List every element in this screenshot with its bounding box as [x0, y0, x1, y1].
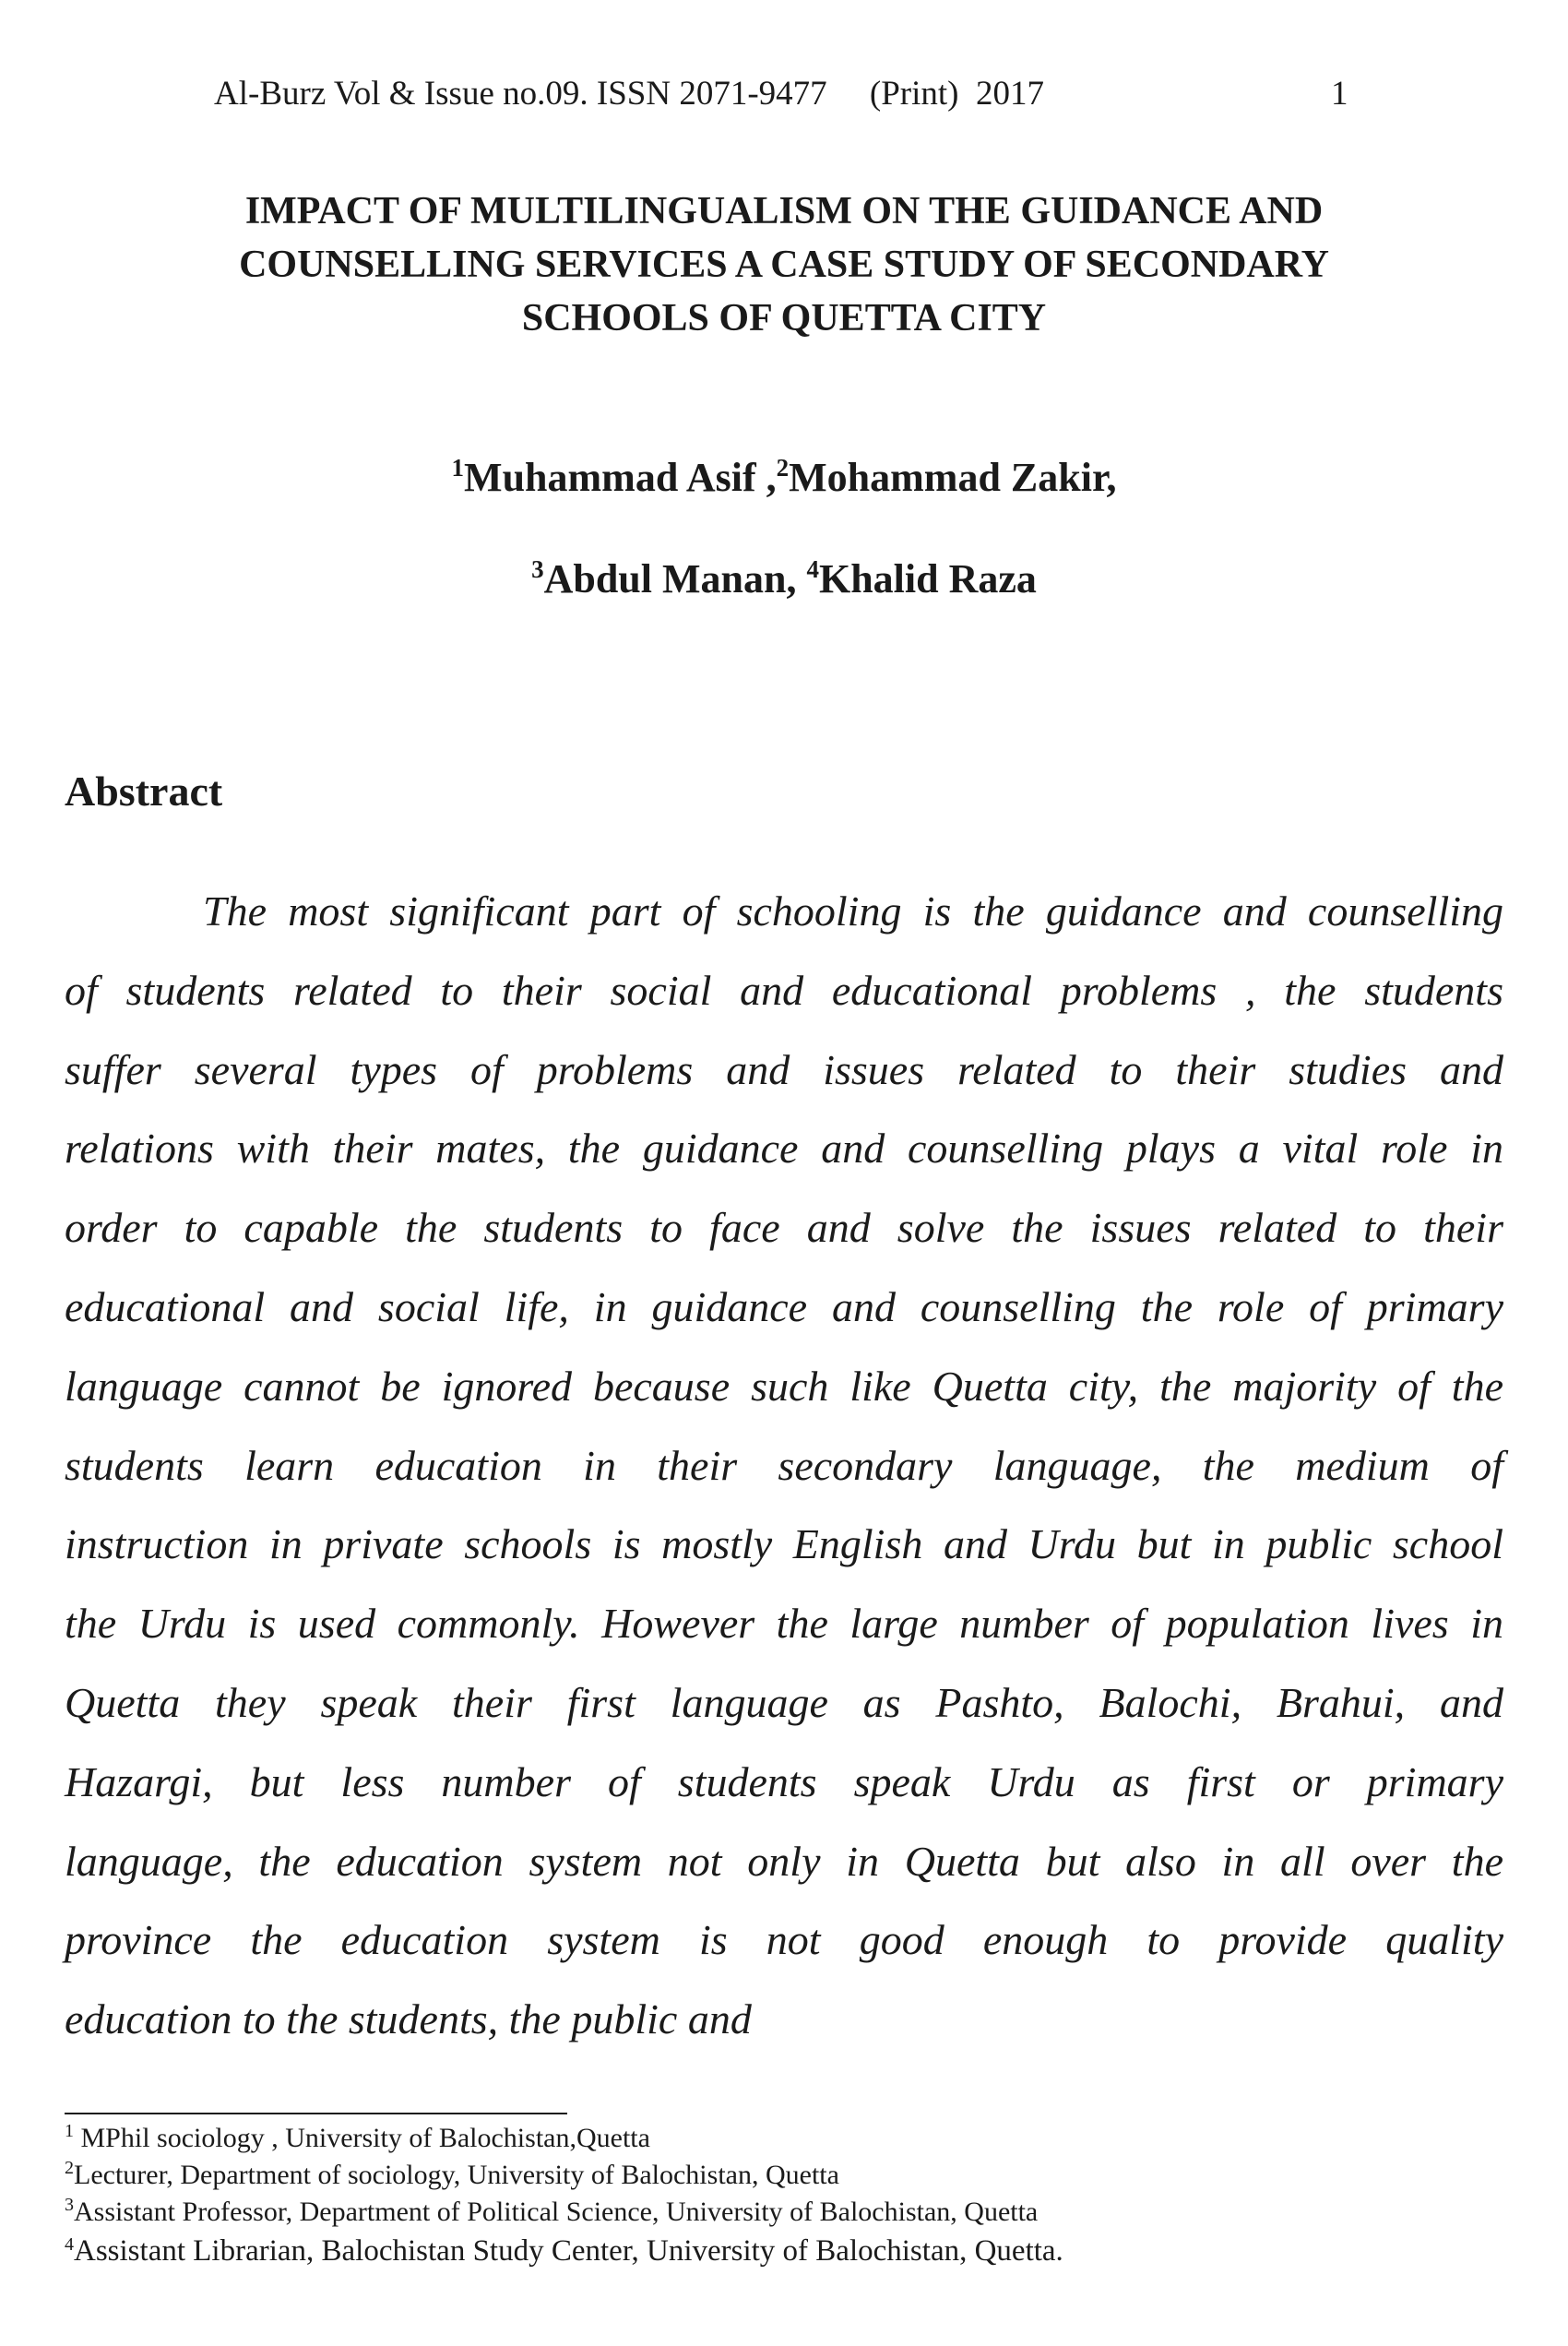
author-line	[0, 452, 1568, 504]
footnote-text: MPhil sociology , University of Balochistan,Quetta	[74, 2123, 650, 2153]
author-affiliation-mark: 1	[451, 454, 465, 482]
author-line	[0, 554, 1568, 605]
abstract-line: instruction in private schools is mostly English and Urdu but in public school	[65, 1520, 1503, 1568]
author-name: Mohammad Zakir,	[789, 455, 1117, 500]
footnote-separator	[65, 2113, 567, 2114]
abstract-line: Quetta they speak their first language as Pashto, Balochi, Brahui, and	[65, 1678, 1503, 1726]
abstract-line: educational and social life, in guidance and counselling the role of primary	[65, 1282, 1503, 1330]
footnote-mark: 4	[65, 2234, 74, 2255]
title-line: COUNSELLING SERVICES A CASE STUDY OF SECONDARY	[239, 244, 1329, 286]
page-number: 1	[1331, 75, 1348, 113]
title-line: IMPACT OF MULTILINGUALISM ON THE GUIDANCE AND	[244, 190, 1324, 232]
abstract-line: province the education system is not good enough to provide quality	[65, 1916, 1503, 1964]
abstract-line: order to capable the students to face and solve the issues related to their	[65, 1204, 1503, 1252]
abstract-line: language, the education system not only in Quetta but also in all over the	[65, 1837, 1503, 1885]
footnote	[65, 2120, 1448, 2157]
paper-title	[92, 185, 1476, 345]
abstract-line: suffer several types of problems and issues related to their studies and	[65, 1045, 1503, 1093]
author-affiliation-mark: 2	[776, 454, 790, 482]
abstract-heading: Abstract	[65, 768, 223, 815]
abstract-line: The most significant part of schooling is the guidance and counselling	[203, 887, 1503, 935]
footnote-text: Assistant Librarian, Balochistan Study Center, University of Balochistan, Quetta.	[74, 2234, 1063, 2268]
footnote	[65, 2157, 1448, 2194]
abstract-line: language cannot be ignored because such like Quetta city, the majority of the	[65, 1362, 1503, 1410]
title-line: SCHOOLS OF QUETTA CITY	[521, 297, 1047, 339]
abstract-line: relations with their mates, the guidance and counselling plays a vital role in	[65, 1125, 1503, 1173]
footnote-mark: 2	[65, 2158, 74, 2178]
abstract-line: students learn education in their secondary language, the medium of	[65, 1441, 1503, 1489]
footnote	[65, 2231, 1448, 2271]
footnotes	[65, 2120, 1448, 2271]
abstract-line: of students related to their social and educational problems , the students	[65, 966, 1503, 1014]
footnote-text: Assistant Professor, Department of Political Science, University of Balochistan, Quetta	[74, 2197, 1039, 2227]
author-affiliation-mark: 3	[531, 555, 544, 583]
footnote-text: Lecturer, Department of sociology, University of Balochistan, Quetta	[74, 2160, 839, 2190]
author-name: Khalid Raza	[818, 556, 1037, 601]
author-name: Muhammad Asif ,	[464, 455, 777, 500]
author-name: Abdul Manan,	[543, 556, 807, 601]
footnote-mark: 1	[65, 2121, 74, 2141]
abstract-line: the Urdu is used commonly. However the large number of population lives in	[65, 1600, 1503, 1648]
abstract-line: education to the students, the public and	[65, 1995, 752, 2043]
footnote-mark: 3	[65, 2195, 74, 2215]
abstract-line: Hazargi, but less number of students speak Urdu as first or primary	[65, 1757, 1503, 1805]
running-header: Al-Burz Vol & Issue no.09. ISSN 2071-9477 (Print) 2017	[214, 75, 1044, 113]
author-affiliation-mark: 4	[806, 555, 819, 583]
footnote	[65, 2194, 1448, 2231]
abstract-body	[65, 872, 1503, 2059]
